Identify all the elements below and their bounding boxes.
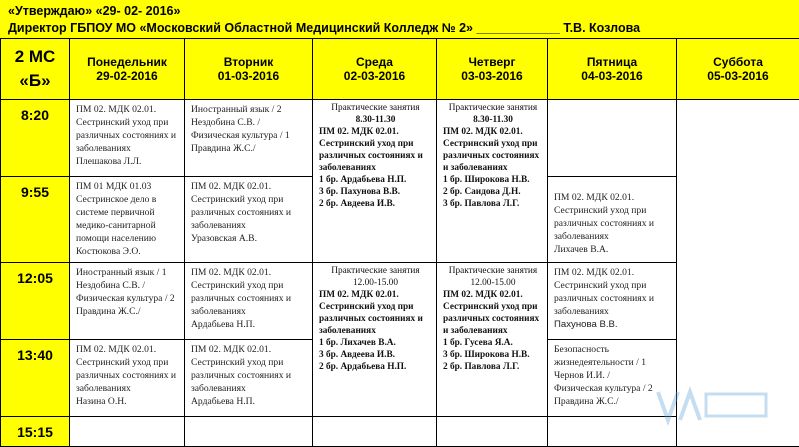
day-header-friday — [548, 39, 677, 100]
lesson-cell: Иностранный язык / 2 Нездобина С.В. / Физическая культура / 1 Правдина Ж.С./ — [185, 100, 313, 177]
day-date: 05-03-2016 — [707, 69, 768, 83]
lesson-cell: ПМ 01 МДК 01.03 Сестринское дело в системе первичной медико-санитарной помощи населению Костюкова Э.О. — [70, 177, 185, 263]
watermark-box — [706, 394, 766, 416]
empty-cell — [437, 417, 548, 447]
day-name: Суббота — [713, 55, 763, 69]
group-code: 2 МС — [15, 47, 56, 66]
lesson-cell: ПМ 02. МДК 02.01. Сестринский уход при различных состояниях и заболеваниях Ардабьева Н.П. — [185, 263, 313, 340]
empty-cell — [70, 417, 185, 447]
empty-cell — [185, 417, 313, 447]
day-name: Вторник — [224, 55, 274, 69]
lesson-cell: Безопасность жизнедеятельности / 1 Чернов И.И. / Физическая культура / 2 Правдина Ж.С./ — [548, 340, 677, 417]
day-header-wednesday — [313, 39, 437, 100]
lesson-cell: ПМ 02. МДК 02.01. Сестринский уход при различных состояниях и заболеваниях Лихачев В.А. — [548, 177, 677, 263]
approval-line: «Утверждаю» «29- 02- 2016» — [8, 4, 180, 18]
lesson-cell: ПМ 02. МДК 02.01. Сестринский уход при различных состояниях и заболеваниях Плешакова Л.Л. — [70, 100, 185, 177]
day-header-monday — [70, 39, 185, 100]
approval-header — [0, 0, 799, 38]
lesson-cell: ПМ 02. МДК 02.01. Сестринский уход при различных состояниях и заболеваниях Назина О.Н. — [70, 340, 185, 417]
day-header-saturday — [677, 39, 799, 100]
day-date: 02-03-2016 — [344, 69, 405, 83]
director-line: Директор ГБПОУ МО «Московский Областной Медицинский Колледж № 2» ____________ Т.В. Козлова — [8, 21, 640, 35]
time-cell: 8:20 — [1, 100, 70, 177]
watermark-logo — [650, 372, 790, 432]
day-header-tuesday — [185, 39, 313, 100]
time-cell: 15:15 — [1, 417, 70, 447]
practice-block: Практические занятия 12.00-15.00 ПМ 02. МДК 02.01. Сестринский уход при различных состояниях и заболеваниях 1 бр. Лихачев В.А. 3 бр. Авдеева И.В. 2 бр. Ардабьева Н.П. — [313, 263, 437, 417]
group-letter: «Б» — [19, 71, 50, 90]
time-cell: 9:55 — [1, 177, 70, 263]
time-cell: 12:05 — [1, 263, 70, 340]
day-date: 29-02-2016 — [96, 69, 157, 83]
watermark-chevron — [680, 392, 700, 420]
day-name: Четверг — [468, 55, 515, 69]
time-slot-row — [1, 100, 799, 177]
day-name: Понедельник — [87, 55, 167, 69]
days-header-row — [1, 39, 799, 100]
day-name: Пятница — [587, 55, 637, 69]
empty-cell — [548, 100, 677, 177]
day-header-thursday — [437, 39, 548, 100]
practice-block: Практические занятия 12.00-15.00 ПМ 02. МДК 02.01. Сестринский уход при различных состояниях и заболеваниях 1 бр. Гусева Я.А. 3 бр. Широкова Н.В. 2 бр. Павлова Л.Г. — [437, 263, 548, 417]
practice-block: Практические занятия 8.30-11.30 ПМ 02. МДК 02.01. Сестринский уход при различных состояниях и заболеваниях 1 бр. Широкова Н.В. 2 бр. Саидова Д.Н. 3 бр. Павлова Л.Г. — [437, 100, 548, 263]
day-date: 03-03-2016 — [461, 69, 522, 83]
group-label — [1, 39, 70, 100]
watermark-check-mark — [658, 392, 678, 420]
lesson-cell: ПМ 02. МДК 02.01. Сестринский уход при различных состояниях и заболеваниях Ардабьева Н.П. — [185, 340, 313, 417]
lesson-cell: Иностранный язык / 1 Нездобина С.В. / Физическая культура / 2 Правдина Ж.С./ — [70, 263, 185, 340]
lesson-cell: ПМ 02. МДК 02.01. Сестринский уход при различных состояниях и заболеваниях Уразовская А.В. — [185, 177, 313, 263]
lesson-cell: ПМ 02. МДК 02.01. Сестринский уход при различных состояниях и заболеваниях Пахунова В.В. — [548, 263, 677, 340]
day-date: 04-03-2016 — [581, 69, 642, 83]
time-cell: 13:40 — [1, 340, 70, 417]
day-name: Среда — [356, 55, 393, 69]
empty-cell — [313, 417, 437, 447]
practice-block: Практические занятия 8.30-11.30 ПМ 02. МДК 02.01. Сестринский уход при различных состояниях и заболеваниях 1 бр. Ардабьева Н.П. 3 бр. Пахунова В.В. 2 бр. Авдеева И.В. — [313, 100, 437, 263]
day-date: 01-03-2016 — [218, 69, 279, 83]
